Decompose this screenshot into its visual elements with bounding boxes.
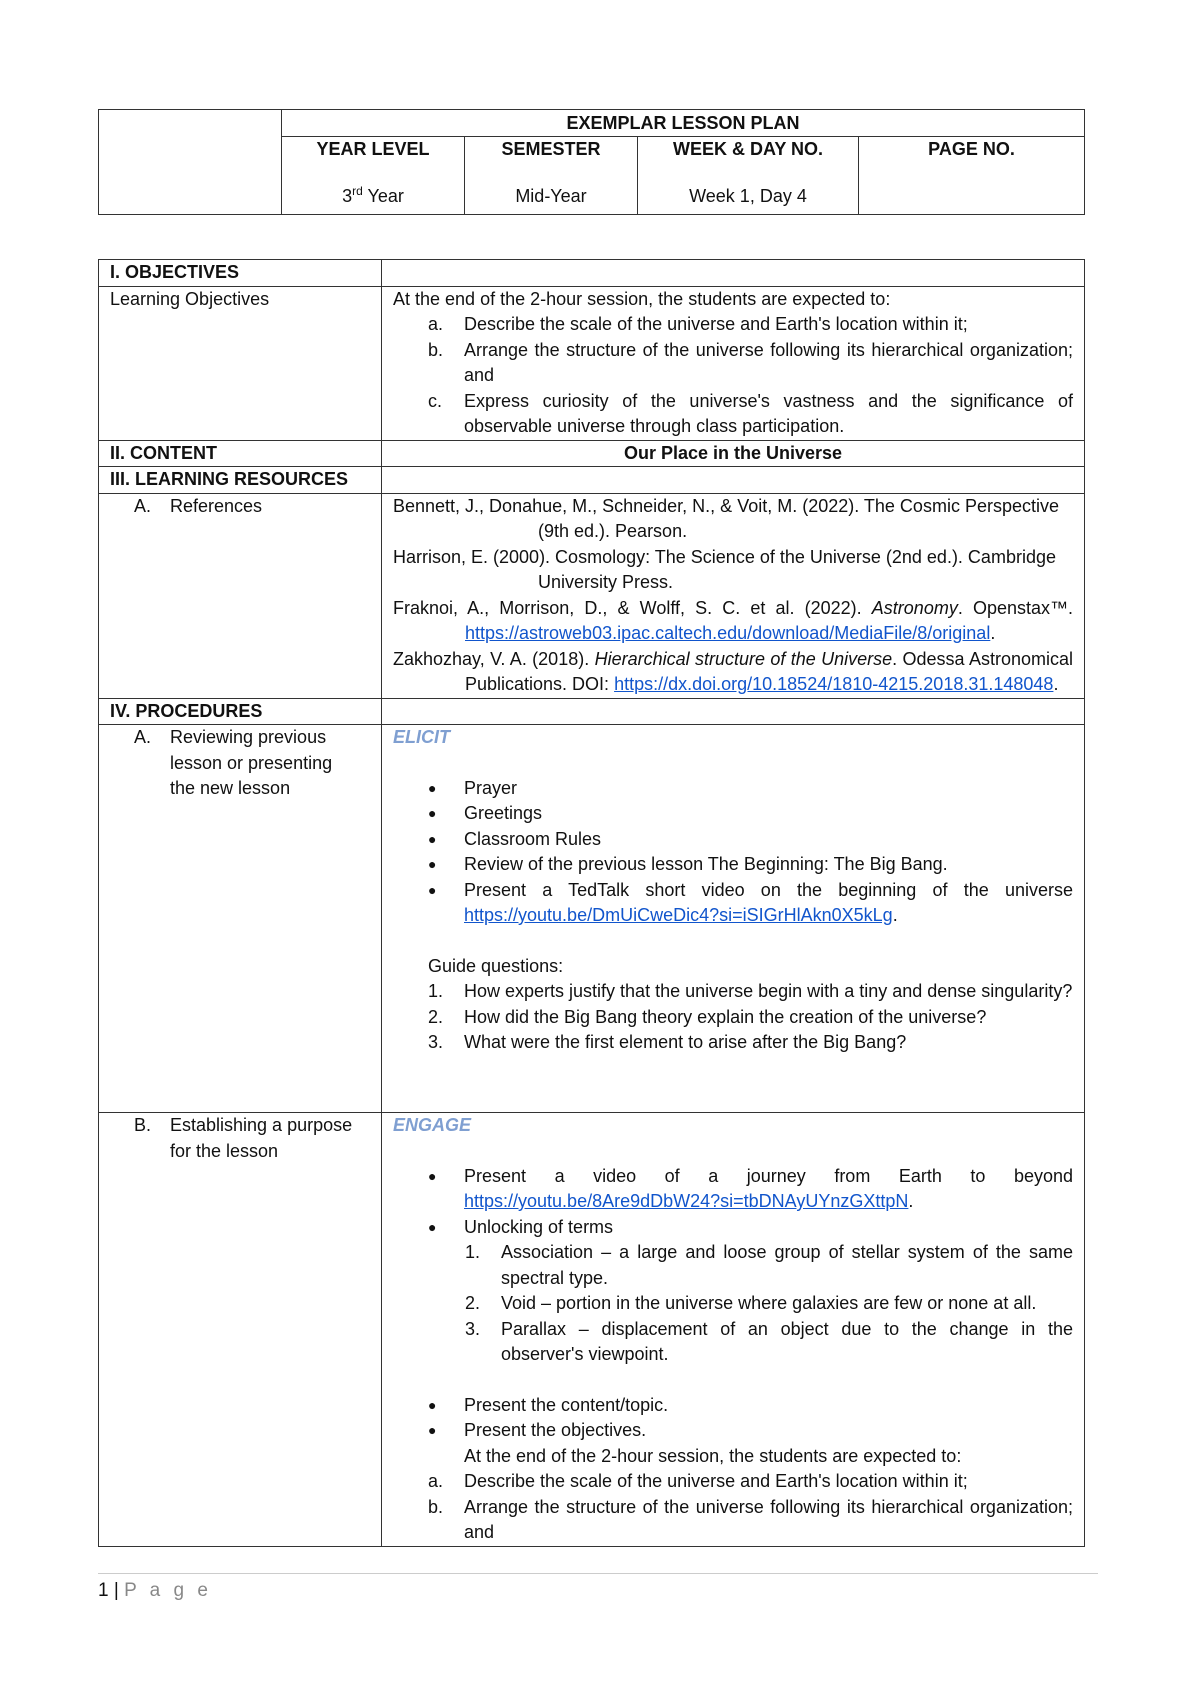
references-label: References [170, 495, 263, 516]
references-marker: A. [134, 495, 152, 516]
lesson-table [98, 259, 1085, 1547]
year-level-cell [282, 137, 465, 215]
elicit-heading: ELICIT [393, 727, 450, 747]
footer-separator: | [108, 1580, 125, 1601]
procedure-a-cell [382, 725, 1085, 1113]
objectives-heading: I. OBJECTIVES [99, 260, 382, 287]
reference-link[interactable]: https://dx.doi.org/10.18524/1810-4215.2018.31.148048 [614, 674, 1054, 694]
semester-label: SEMESTER [501, 139, 601, 159]
objective-item: a. Describe the scale of the universe and Earth's location within it; [428, 314, 968, 334]
resources-heading: III. LEARNING RESOURCES [99, 467, 382, 494]
year-level-value: 3 [342, 186, 353, 206]
header-blank-cell [99, 110, 282, 215]
reference-item: Zakhozhay, V. A. (2018). Hierarchical structure of the Universe. Odessa Astronomical Publications. DOI: https://dx.doi.org/10.18524/1810-4215.2018.31.148048. [393, 648, 1073, 694]
content-heading: II. CONTENT [99, 440, 382, 467]
bullet-item: ● Greetings [428, 803, 543, 823]
procedure-a-label-cell: A. Reviewing previous lesson or presenting the new lesson [99, 725, 382, 1113]
procedure-b-cell [382, 1113, 1085, 1547]
page-no-cell [859, 137, 1085, 215]
page-label: P a g e [124, 1580, 212, 1601]
procedure-a-label: Reviewing previous lesson or presenting the new lesson [170, 727, 333, 798]
procedure-b-label: Establishing a purpose for the lesson [170, 1115, 353, 1161]
question-item: 2. How did the Big Bang theory explain the creation of the universe? [428, 1006, 987, 1027]
week-day-label: WEEK & DAY NO. [672, 139, 824, 159]
year-level-sup: rd [352, 184, 363, 198]
bullet-item: ● Unlocking of terms [428, 1216, 614, 1237]
engage-heading: ENGAGE [393, 1115, 472, 1135]
week-day-value: Week 1, Day 4 [689, 186, 807, 206]
reference-item: Bennett, J., Donahue, M., Schneider, N., & Voit, M. (2022). The Cosmic Perspective (9th ed.). Pearson. [393, 495, 1059, 541]
footer-rule [98, 1573, 1098, 1574]
week-day-cell [638, 137, 859, 215]
bullet-item: ● Present a TedTalk short video on the beginning of the universe https://youtu.be/DmUiCweDic4?si=iSIGrHlAkn0X5kLg. [428, 879, 1073, 925]
term-item: 3. Parallax – displacement of an object due to the change in the observer's viewpoint. [465, 1318, 1073, 1364]
engage-video-link[interactable]: https://youtu.be/8Are9dDbW24?si=tbDNAyUYnzGXttpN [464, 1191, 909, 1211]
objective-item: c. Express curiosity of the universe's vastness and the significance of observable universe through class participation. [428, 390, 1073, 436]
objective-item: b. Arrange the structure of the universe following its hierarchical organization; and [428, 1496, 1073, 1542]
references-label-cell [99, 493, 382, 698]
page-footer [98, 1580, 212, 1602]
procedure-b-label-cell: B. Establishing a purpose for the lesson [99, 1113, 382, 1547]
question-item: 1. How experts justify that the universe begin with a tiny and dense singularity? [428, 981, 1073, 1001]
year-level-tail: Year [362, 186, 404, 206]
objective-item: a. Describe the scale of the universe and Earth's location within it; [428, 1471, 968, 1491]
procedures-heading-blank [382, 698, 1085, 725]
procedures-heading: IV. PROCEDURES [99, 698, 382, 725]
objectives-heading-blank [382, 260, 1085, 287]
bullet-item: ● Prayer [428, 777, 518, 798]
page-number: 1 [98, 1580, 109, 1601]
term-item: 2. Void – portion in the universe where galaxies are few or none at all. [465, 1293, 1037, 1313]
engage-objectives-intro: At the end of the 2-hour session, the students are expected to: [464, 1445, 962, 1466]
references-cell [382, 493, 1085, 698]
year-level-label: YEAR LEVEL [316, 139, 430, 159]
reference-item: Fraknoi, A., Morrison, D., & Wolff, S. C. et al. (2022). Astronomy. Openstax™. https://astroweb03.ipac.caltech.edu/download/MediaFile/8/original. [393, 597, 1073, 643]
semester-cell [465, 137, 638, 215]
guide-questions-label: Guide questions: [428, 955, 564, 976]
bullet-item: ● Present a video of a journey from Earth to beyond https://youtu.be/8Are9dDbW24?si=tbDNAyUYnzGXttpN. [428, 1165, 1073, 1211]
bullet-item: ● Present the content/topic. [428, 1394, 669, 1415]
objectives-intro: At the end of the 2-hour session, the students are expected to: [393, 288, 891, 309]
objective-item: b. Arrange the structure of the universe following its hierarchical organization; and [428, 339, 1073, 385]
bullet-item: ● Present the objectives. [428, 1420, 647, 1440]
semester-value: Mid-Year [515, 186, 587, 206]
elicit-video-link[interactable]: https://youtu.be/DmUiCweDic4?si=iSIGrHlAkn0X5kLg [464, 905, 893, 925]
reference-link[interactable]: https://astroweb03.ipac.caltech.edu/download/MediaFile/8/original [465, 623, 991, 643]
resources-heading-blank [382, 467, 1085, 494]
content-value: Our Place in the Universe [382, 440, 1085, 467]
term-item: 1. Association – a large and loose group of stellar system of the same spectral type. [465, 1242, 1073, 1288]
bullet-item: ● Review of the previous lesson The Beginning: The Big Bang. [428, 854, 948, 874]
page-no-label: PAGE NO. [928, 139, 1015, 159]
objectives-cell [382, 286, 1085, 440]
objectives-label: Learning Objectives [99, 286, 382, 440]
bullet-item: ● Classroom Rules [428, 828, 602, 849]
question-item: 3. What were the first element to arise after the Big Bang? [428, 1032, 907, 1052]
reference-item: Harrison, E. (2000). Cosmology: The Science of the Universe (2nd ed.). Cambridge University Press. [393, 546, 1056, 592]
header-title: EXEMPLAR LESSON PLAN [282, 110, 1085, 137]
header-table [98, 109, 1085, 215]
